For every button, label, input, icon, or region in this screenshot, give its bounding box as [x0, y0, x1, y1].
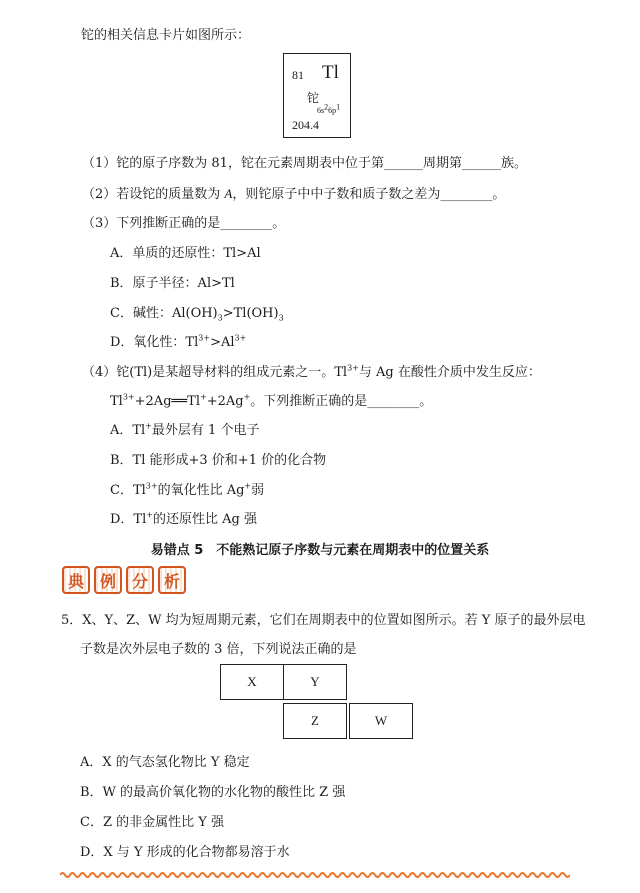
- question-2: （2）若设铊的质量数为 A，则铊原子中中子数和质子数之差为________。: [82, 186, 506, 202]
- example-analysis-badge: [62, 566, 186, 598]
- element-card: [283, 53, 351, 138]
- q4-option-c: C．$Tl^{3+}$的氧化性比 Ag+弱: [110, 481, 265, 498]
- section-heading: 易错点 5 不能熟记原子序数与元素在周期表中的位置关系: [150, 543, 490, 558]
- badge-char: 例: [94, 566, 122, 594]
- grid-cell-w: W: [349, 703, 413, 739]
- intro-text: 铊的相关信息卡片如图所示：: [81, 28, 251, 43]
- atomic-mass: 204.4: [292, 118, 319, 132]
- atomic-number: 81: [292, 68, 304, 82]
- wavy-divider: [60, 870, 570, 880]
- q3-option-c: C．碱性：$Al(OH)_3>Tl(OH)_3$: [110, 306, 284, 323]
- electron-config: $6s^26p^1$: [317, 102, 341, 115]
- badge-char: 分: [126, 566, 154, 594]
- element-symbol: Tl: [322, 62, 339, 83]
- q4-option-a: A．Tl+最外层有 1 个电子: [110, 421, 260, 438]
- question-4-stem: （4）铊(Tl)是某超导材料的组成元素之一。$Tl^{3+}$与 Ag 在酸性介质中发生反应：: [82, 363, 541, 380]
- question-1: （1）铊的原子序数为 81，铊在元素周期表中位于第______周期第______族。: [82, 156, 527, 171]
- q5-option-b: B．W 的最高价氧化物的水化物的酸性比 Z 强: [80, 785, 346, 800]
- q4-equation: $Tl^{3+}+2Ag══Tl^++2Ag^+$。下列推断正确的是________。: [110, 392, 433, 409]
- q4-option-d: D．Tl+的还原性比 Ag 强: [110, 510, 257, 527]
- question-3-stem: （3）下列推断正确的是________。: [82, 216, 286, 231]
- q5-option-c: C．Z 的非金属性比 Y 强: [80, 815, 224, 830]
- question-5-line-2: 子数是次外层电子数的 3 倍，下列说法正确的是: [80, 642, 357, 657]
- grid-cell-x: X: [220, 664, 284, 700]
- q3-option-d: D．氧化性：$Tl^{3+}>Al^{3+}$: [110, 333, 247, 350]
- question-5-line-1: 5．X、Y、Z、W 均为短周期元素，它们在周期表中的位置如图所示。若 Y 原子的最外层电: [61, 613, 586, 628]
- grid-cell-z: Z: [283, 703, 347, 739]
- badge-char: 典: [62, 566, 90, 594]
- q3-option-a: A．单质的还原性：Tl>Al: [110, 246, 261, 261]
- badge-char: 析: [158, 566, 186, 594]
- q4-option-b: B．Tl 能形成+3 价和+1 价的化合物: [110, 453, 327, 468]
- q5-option-a: A．X 的气态氢化物比 Y 稳定: [80, 755, 250, 770]
- grid-cell-y: Y: [283, 664, 347, 700]
- q3-option-b: B．原子半径：Al>Tl: [110, 276, 235, 291]
- element-name: 铊: [307, 91, 320, 105]
- q5-option-d: D．X 与 Y 形成的化合物都易溶于水: [80, 845, 290, 860]
